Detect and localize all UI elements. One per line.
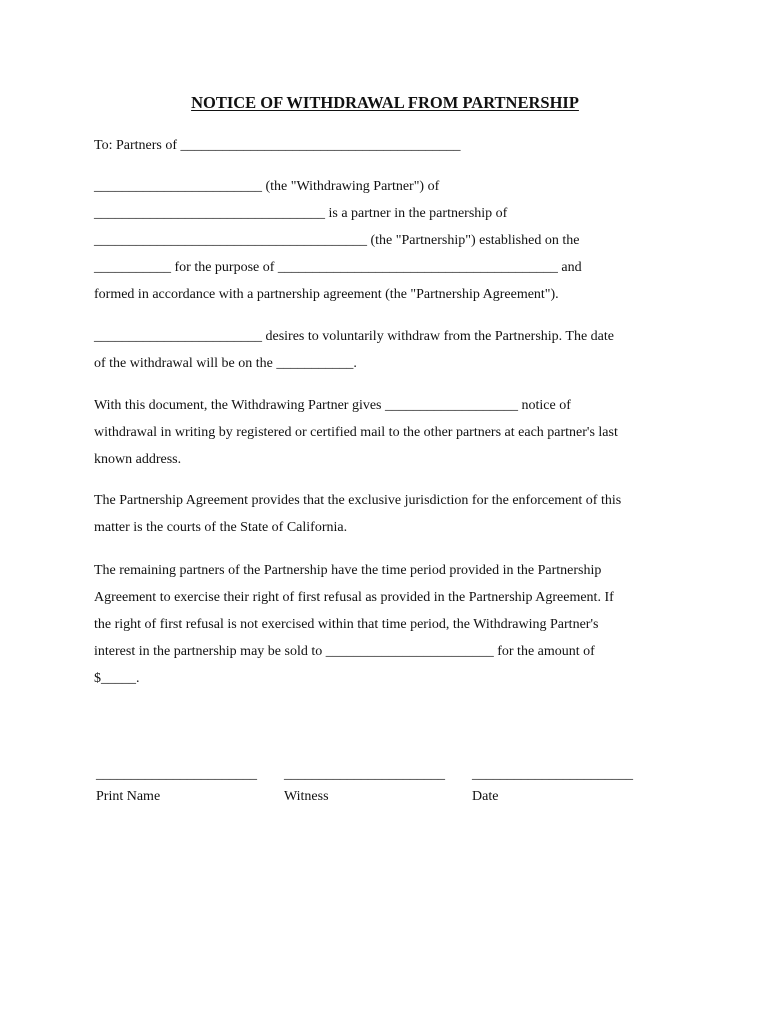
para5-line: interest in the partnership may be sold to ________________________ for the amount of (94, 644, 595, 659)
para4-line: The Partnership Agreement provides that the exclusive jurisdiction for the enforcement of this (94, 493, 622, 508)
para5-line: The remaining partners of the Partnership have the time period provided in the Partnership (94, 563, 602, 578)
para4-line: matter is the courts of the State of California. (94, 520, 348, 535)
print-name-label: Print Name (96, 789, 161, 804)
para3-line: With this document, the Withdrawing Partner gives ___________________ notice of (94, 398, 571, 413)
to-line: To: Partners of ________________________________________ (94, 138, 461, 153)
para1-line: formed in accordance with a partnership agreement (the "Partnership Agreement"). (94, 287, 559, 302)
para1-line: ________________________ (the "Withdrawing Partner") of (94, 179, 440, 194)
para2-line: ________________________ desires to voluntarily withdraw from the Partnership. The date (94, 329, 614, 344)
witness-label: Witness (284, 789, 329, 804)
para1-line: ___________ for the purpose of ________________________________________ and (94, 260, 582, 275)
para5-line: $_____. (94, 671, 140, 686)
para5-line: Agreement to exercise their right of first refusal as provided in the Partnership Agreement. If (94, 590, 614, 605)
print-name-line[interactable]: _______________________ (96, 767, 257, 782)
para5-line: the right of first refusal is not exercised within that time period, the Withdrawing Partner's (94, 617, 599, 632)
date-line[interactable]: _______________________ (472, 767, 633, 782)
witness-line[interactable]: _______________________ (284, 767, 445, 782)
para2-line: of the withdrawal will be on the ___________. (94, 356, 357, 371)
date-label: Date (472, 789, 499, 804)
para3-line: known address. (94, 452, 182, 467)
para1-line: _______________________________________ (the "Partnership") established on the (94, 233, 580, 248)
para1-line: _________________________________ is a partner in the partnership of (94, 206, 508, 221)
para3-line: withdrawal in writing by registered or certified mail to the other partners at each partner's last (94, 425, 618, 440)
document-title: NOTICE OF WITHDRAWAL FROM PARTNERSHIP (191, 93, 579, 112)
